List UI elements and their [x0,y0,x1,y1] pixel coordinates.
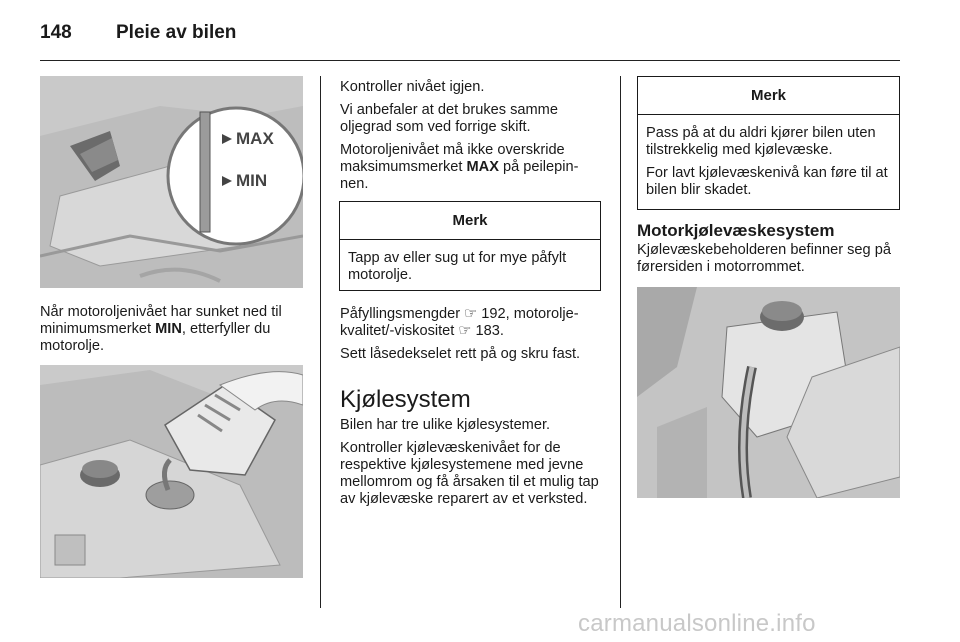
watermark: carmanualsonline.info [578,610,816,637]
max-label: MAX [236,129,274,148]
header-rule [40,60,900,61]
subsection-heading-coolant: Motorkjølevæskesystem [637,221,835,240]
close-cap-text: Sett låsedekselet rett på og skru fast. [340,346,581,362]
three-systems-text: Bilen har tre ulike kjølesystemer. [340,417,551,433]
oil-bottle-drawing [40,365,303,578]
page-number: 148 [40,22,72,43]
reservoir-drawing [637,287,900,498]
note-title: Merk [340,202,600,240]
coolant-location-text: Kjølevæskebeholderen befinner seg på førersiden i motorrommet. [637,242,891,275]
dipstick-illustration [40,76,303,288]
min-mark: MIN [155,321,182,337]
oil-filling-illustration [40,365,303,578]
note-text: Tapp av eller sug ut for mye påfylt motorolje. [348,250,567,283]
note-text-2a: Pass på at du aldri kjører bilen uten tilstrekkelig med kjølevæske. [646,125,876,158]
col2-text-top [340,79,605,199]
max-warning-text: Motoroljenivået må ikke overskride maksimumsmerket MAX på peilepin-nen. [340,142,579,192]
check-again-text: Kontroller nivået igjen. [340,79,485,95]
column-divider-1 [320,76,321,608]
column-divider-2 [620,76,621,608]
col1-paragraph: Når motoroljenivået har sunket ned til minimumsmerket MIN, etterfyller du motorolje. [40,304,282,354]
max-mark: MAX [466,159,499,175]
min-label: MIN [236,171,268,190]
note-text-2b: For lavt kjølevæskenivå kan føre til at bilen blir skadet. [646,165,888,198]
section-heading-cooling: Kjølesystem [340,386,471,413]
col2-text-bottom [340,417,608,514]
check-coolant-text: Kontroller kjølevæskenivået for de respektive kjølesystemene med jevne mellomrom og få årsaken til et mulig tap av kjølevæske reparert av et verksted. [340,440,599,507]
note-box-oil [339,201,601,291]
engine-drawing [40,76,303,288]
recommend-text: Vi anbefaler at det brukes samme oljegrad som ved forrige skift. [340,102,558,135]
col2-text-mid [340,306,608,369]
note-title-2: Merk [638,77,899,115]
page-title: Pleie av bilen [116,22,237,43]
coolant-reservoir-illustration [637,287,900,498]
capacities-text: Påfyllingsmengder ☞ 192, motorolje-kvalitet/-viskositet ☞ 183. [340,306,579,339]
note-box-coolant [637,76,900,210]
